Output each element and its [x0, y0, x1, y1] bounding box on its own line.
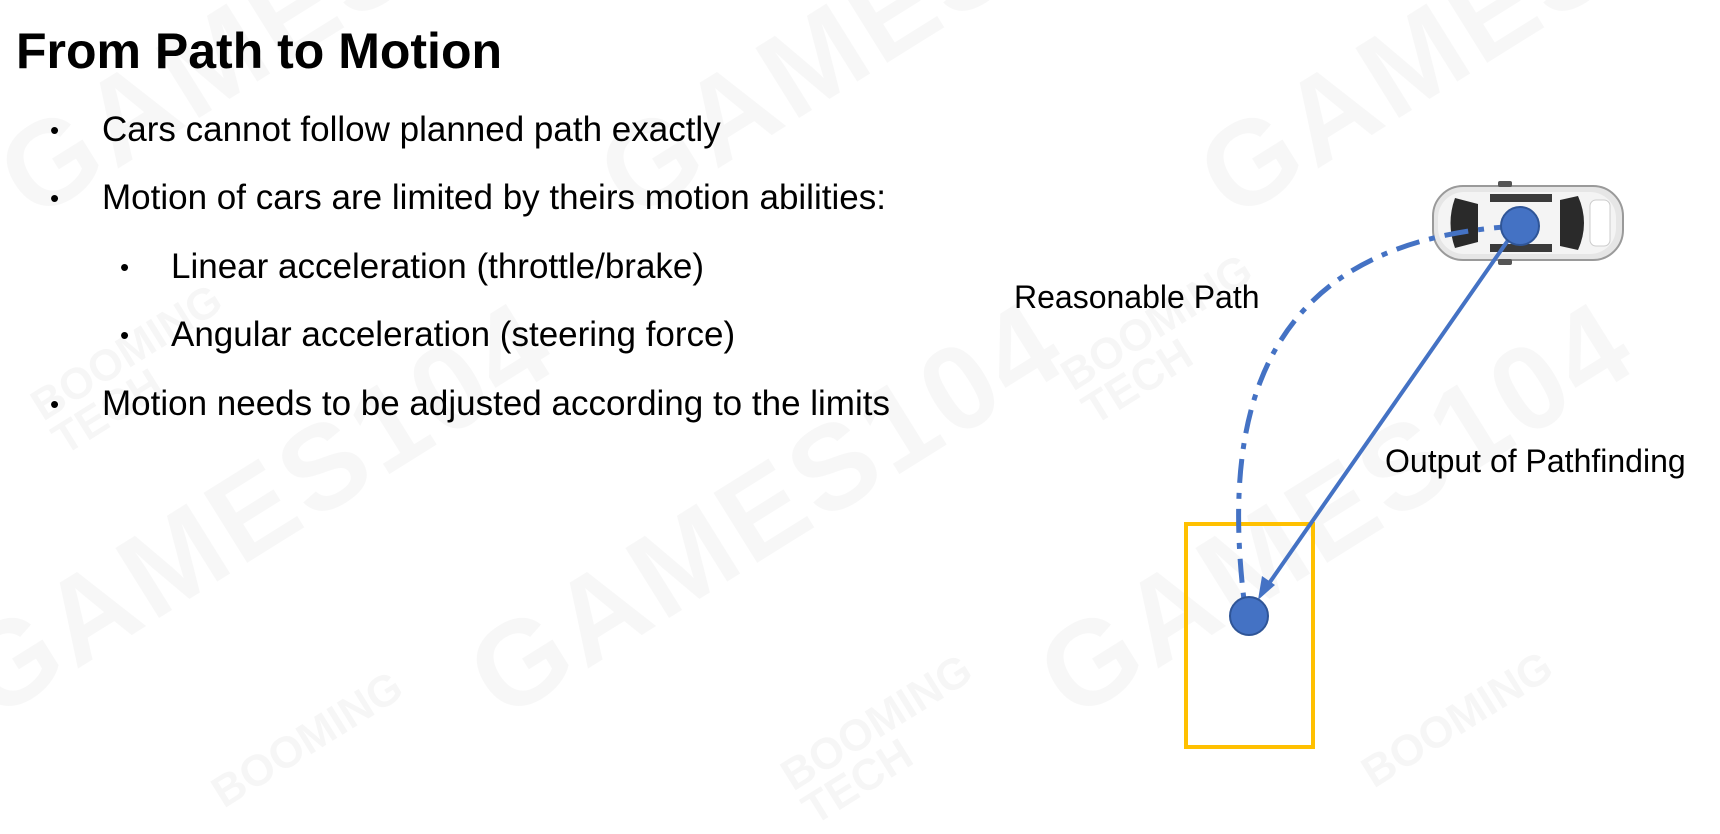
bullet-dot-icon: • — [50, 183, 60, 213]
bullet-dot-icon: • — [120, 320, 130, 350]
bullet-text: Linear acceleration (throttle/brake) — [171, 247, 705, 286]
reasonable-path-label: Reasonable Path — [1014, 279, 1260, 315]
start-point-marker — [1501, 207, 1539, 245]
reasonable-path-curve — [1239, 226, 1518, 600]
bullet-dot-icon: • — [120, 252, 130, 282]
bullet-text: Angular acceleration (steering force) — [171, 315, 736, 354]
slide-title: From Path to Motion — [16, 23, 503, 79]
bullet-text: Motion needs to be adjusted according to the limits — [102, 384, 890, 423]
bullet-text: Cars cannot follow planned path exactly — [102, 110, 721, 149]
end-point-marker — [1230, 597, 1268, 635]
pathfinding-output-arrow — [1263, 226, 1518, 592]
bullet-text: Motion of cars are limited by theirs motion abilities: — [102, 178, 886, 217]
bullet-dot-icon: • — [50, 389, 60, 419]
pathfinding-output-label: Output of Pathfinding — [1385, 443, 1686, 479]
bullet-dot-icon: • — [50, 115, 60, 145]
